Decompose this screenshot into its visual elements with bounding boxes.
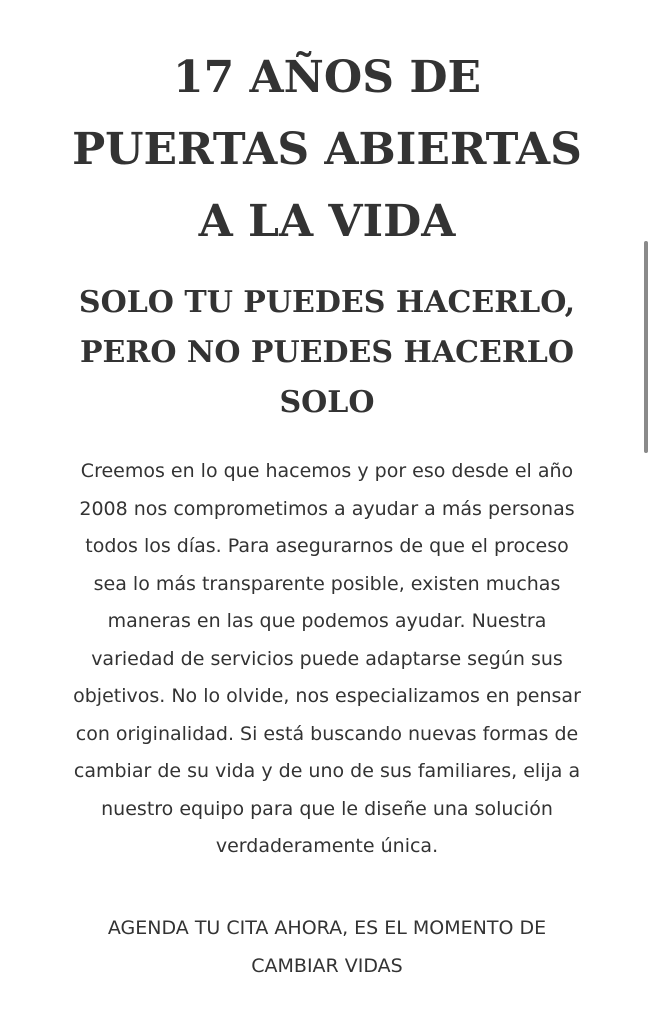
description-paragraph: Creemos en lo que hacemos y por eso desde el año 2008 nos comprometimos a ayudar a más personas todos los días. Para asegurarnos de que el proceso sea lo más transparente posible, existen muchas maneras en las que podemos ayudar. Nuestra variedad de servicios puede adaptarse según sus objetivos. No lo olvide, nos especializamos en pensar con originalidad. Si está buscando nuevas formas de cambiar de su vida y de uno de sus familiares, elija a nuestro equipo para que le diseñe una solución verdaderamente única. xyxy=(73,460,581,857)
call-to-action-text: AGENDA TU CITA AHORA, ES EL MOMENTO DE CAMBIAR VIDAS xyxy=(107,917,547,977)
page-title: 17 AÑOS DE PUERTAS ABIERTAS A LA VIDA xyxy=(72,52,582,247)
page-subtitle: SOLO TU PUEDES HACERLO, PERO NO PUEDES HACERLO SOLO xyxy=(78,285,576,420)
scrollbar[interactable] xyxy=(644,241,648,453)
